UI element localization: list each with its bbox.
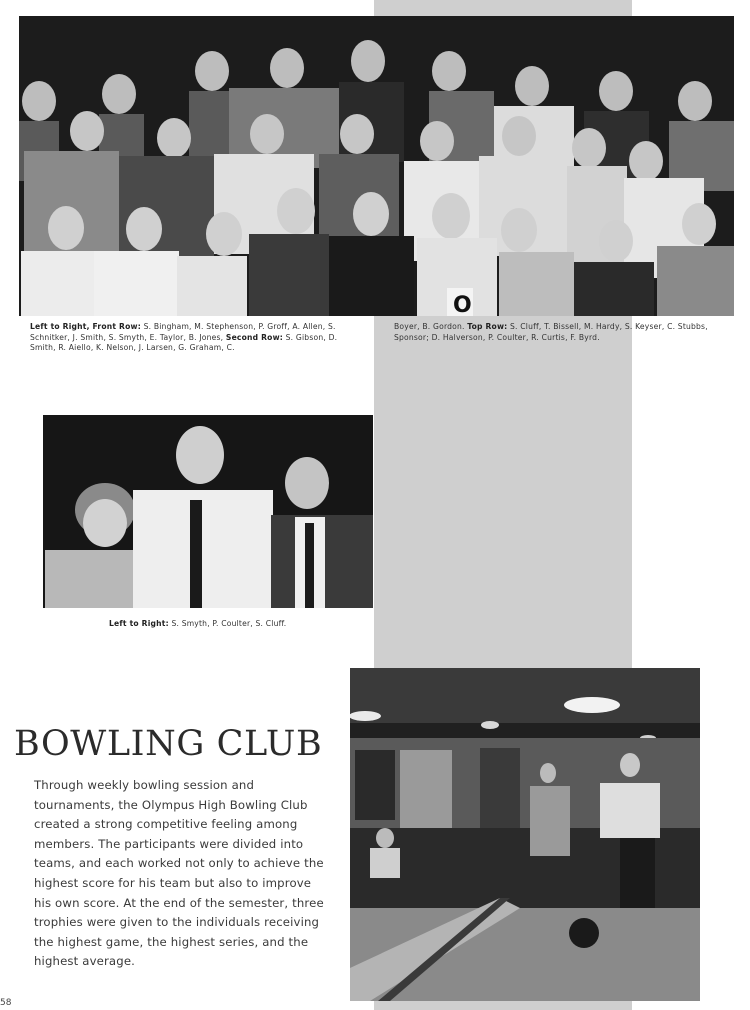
officers-caption-names: S. Smyth, P. Coulter, S. Cluff. bbox=[168, 619, 287, 628]
caption-front-row-names: S. Bingham, M. Stephenson, P. Groff, A. Allen, S. Schnitker, J. Smith, S. Smyth, E. Taylor, B. Jones, bbox=[30, 322, 336, 342]
page-title: BOWLING CLUB bbox=[14, 724, 323, 764]
club-photo-caption-left bbox=[30, 322, 362, 354]
caption-second-row-names: S. Gibson, D. Smith, R. Aiello, K. Nelson, J. Larsen, G. Graham, C. bbox=[30, 332, 338, 352]
article-body: Through weekly bowling session and tournaments, the Olympus High Bowling Club created a strong competitive feeling among members. The participants were divided into teams, and each worked not only to achieve the highest score for his team but also to improve his own score. At the end of the semester, three trophies were given to the individuals receiving the highest game, the highest series, and the highest average. bbox=[34, 778, 324, 969]
caption-front-row-label: Left to Right, Front Row: bbox=[30, 322, 141, 331]
officers-photo-caption bbox=[109, 619, 349, 630]
caption-second-row-continued: Boyer, B. Gordon. bbox=[394, 322, 468, 331]
bowling-alley-photo bbox=[350, 668, 700, 1001]
club-photo-caption-right bbox=[394, 322, 728, 343]
officers-photo bbox=[43, 415, 373, 608]
caption-second-row-label: Second Row: bbox=[225, 332, 284, 342]
caption-top-row-label: Top Row: bbox=[467, 322, 508, 331]
page-number: 58 bbox=[0, 998, 12, 1008]
club-group-photo bbox=[19, 16, 734, 316]
caption-top-row-names: S. Cluff, T. Bissell, M. Hardy, S. Keyser, C. Stubbs, Sponsor; D. Halverson, P. Coulter, R. Curtis, F. Byrd. bbox=[394, 322, 708, 342]
svg-text:O: O bbox=[453, 293, 472, 316]
officers-caption-label: Left to Right: bbox=[109, 619, 169, 628]
